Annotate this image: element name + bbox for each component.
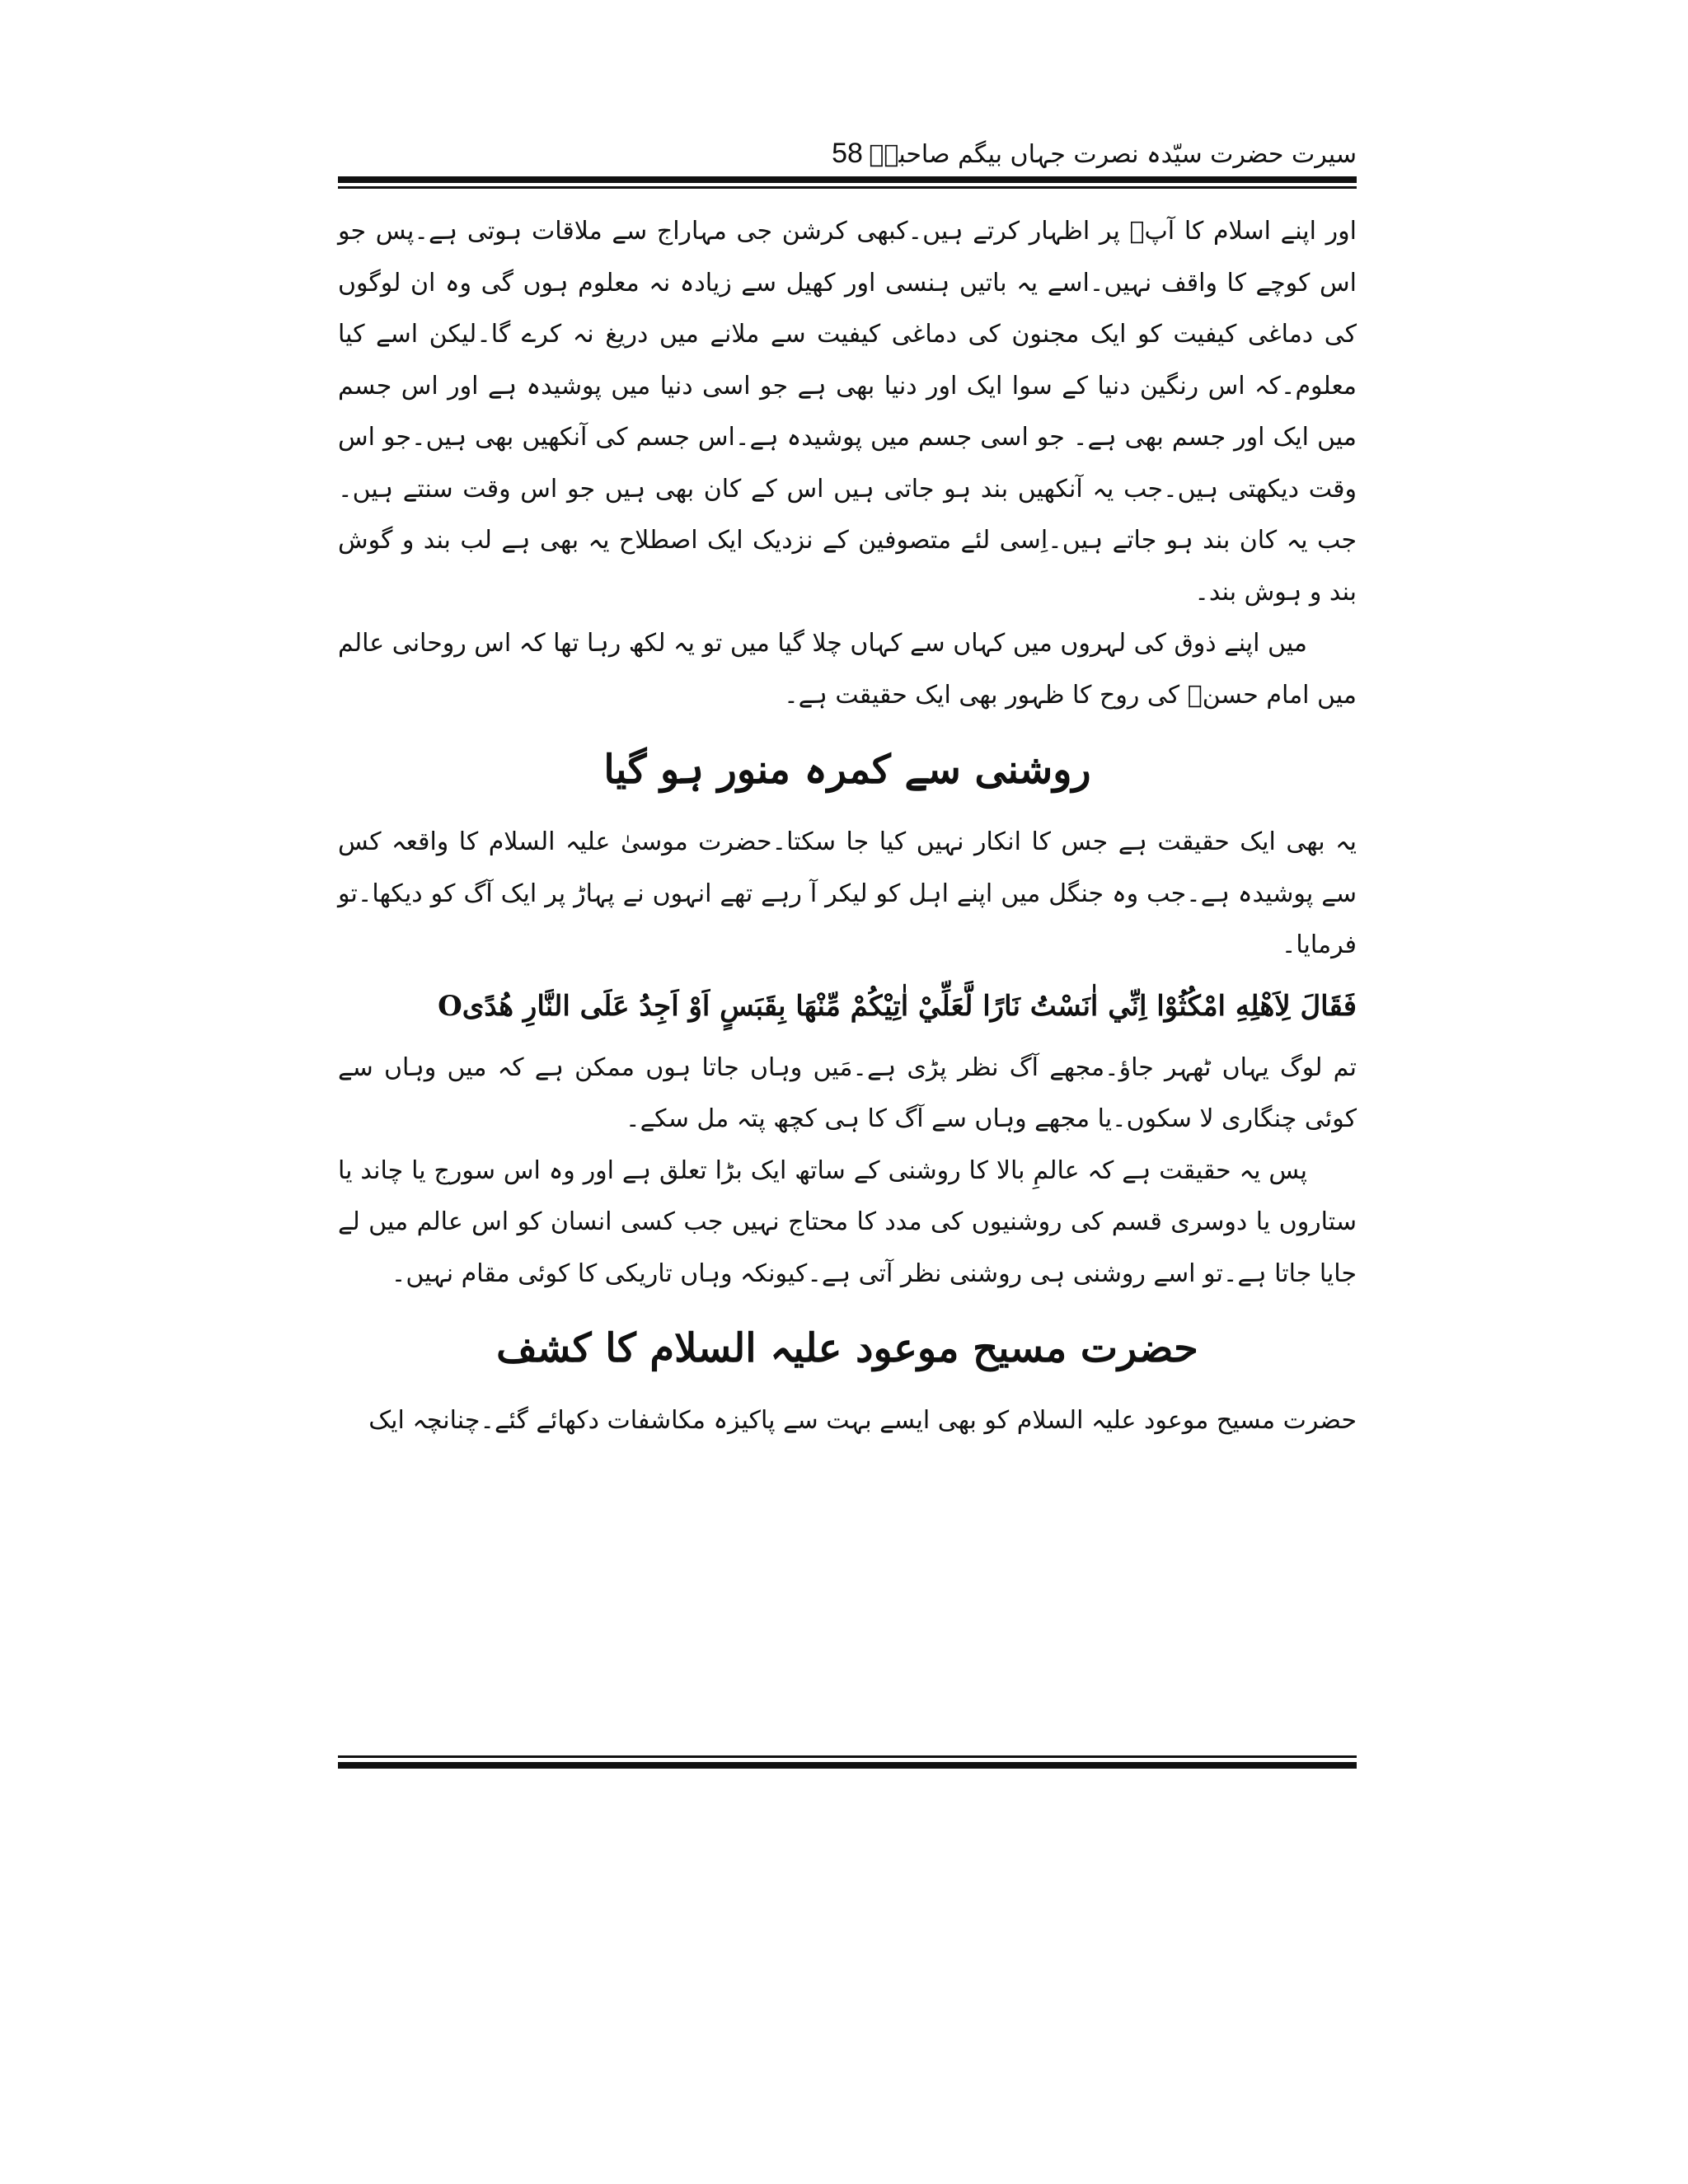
- page-header: [338, 138, 1357, 178]
- header-rule-thick: [338, 176, 1357, 183]
- paragraph-4: تم لوگ یہاں ٹھہر جاؤ۔مجھے آگ نظر پڑی ہے۔مَیں وہاں جاتا ہوں ممکن ہے کہ میں وہاں سے کوئی چنگاری لا سکوں۔یا مجھے وہاں سے آگ کا ہی کچھ پتہ مل سکے۔: [338, 1052, 1357, 1133]
- paragraph-2: میں اپنے ذوق کی لہروں میں کہاں سے کہاں چلا گیا میں تو یہ لکھ رہا تھا کہ اس روحانی عالم میں امام حسنؓ کی روح کا ظہور بھی ایک حقیقت ہے۔: [338, 629, 1357, 710]
- header-title: سیرت حضرت سیّدہ نصرت جہاں بیگم صاحبہؓ: [869, 140, 1357, 169]
- paragraph-5: پس یہ حقیقت ہے کہ عالمِ بالا کا روشنی کے ساتھ ایک بڑا تعلق ہے اور وہ اس سورج یا چاند یا ستاروں یا دوسری قسم کی روشنیوں کی مدد کا محتاج نہیں جب کسی انسان کو اس عالم میں لے جایا جاتا ہے۔تو اسے روشنی ہی روشنی نظر آتی ہے۔کیونکہ وہاں تاریکی کا کوئی مقام نہیں۔: [338, 1155, 1357, 1288]
- page-number: 58: [832, 138, 863, 169]
- paragraph-1: اور اپنے اسلام کا آپؐ پر اظہار کرتے ہیں۔کبھی کرشن جی مہاراج سے ملاقات ہوتی ہے۔پس جو اس کوچے کا واقف نہیں۔اسے یہ باتیں ہنسی اور کھیل سے زیادہ نہ معلوم ہوں گی وہ ان لوگوں کی دماغی کیفیت کو ایک مجنون کی دماغی کیفیت سے ملانے میں دریغ نہ کرے گا۔لیکن اسے کیا معلوم۔کہ اس رنگین دنیا کے سوا ایک اور دنیا بھی ہے جو اسی دنیا میں پوشیدہ ہے اور اس جسم میں ایک اور جسم بھی ہے۔ جو اسی جسم میں پوشیدہ ہے۔اس جسم کی آنکھیں بھی ہیں۔جو اس وقت دیکھتی ہیں۔جب یہ آنکھیں بند ہو جاتی ہیں اس کے کان بھی ہیں جو اس وقت سنتے ہیں۔جب یہ کان بند ہو جاتے ہیں۔اِسی لئے متصوفین کے نزدیک ایک اصطلاح یہ بھی ہے لب بند و گوش بند و ہوش بند۔: [338, 217, 1357, 607]
- section-heading-2: حضرت مسیح موعود علیہ السلام کا کشف: [496, 1325, 1198, 1371]
- section-heading-1: روشنی سے کمرہ منور ہو گیا: [603, 747, 1091, 793]
- page-body: [338, 206, 1357, 1447]
- footer-rule-thin: [338, 1755, 1357, 1758]
- header-rule-thin: [338, 186, 1357, 189]
- arabic-verse: فَقَالَ لِاَهْلِهِ امْكُثُوْا اِنِّي اٰنَسْتُ نَارًا لَّعَلِّيْ اٰتِيْكُمْ مِّنْهَا بِقَبَسٍ اَوْ اَجِدُ عَلَى النَّارِ هُدًىO: [438, 989, 1357, 1023]
- paragraph-3: یہ بھی ایک حقیقت ہے جس کا انکار نہیں کیا جا سکتا۔حضرت موسیٰ علیہ السلام کا واقعہ کس سے پوشیدہ ہے۔جب وہ جنگل میں اپنے اہل کو لیکر آ رہے تھے انہوں نے پہاڑ پر ایک آگ کو دیکھا۔تو فرمایا۔: [338, 827, 1357, 959]
- footer-rule-thick: [338, 1762, 1357, 1769]
- paragraph-6: حضرت مسیح موعود علیہ السلام کو بھی ایسے بہت سے پاکیزہ مکاشفات دکھائے گئے۔چنانچہ ایک: [368, 1406, 1357, 1435]
